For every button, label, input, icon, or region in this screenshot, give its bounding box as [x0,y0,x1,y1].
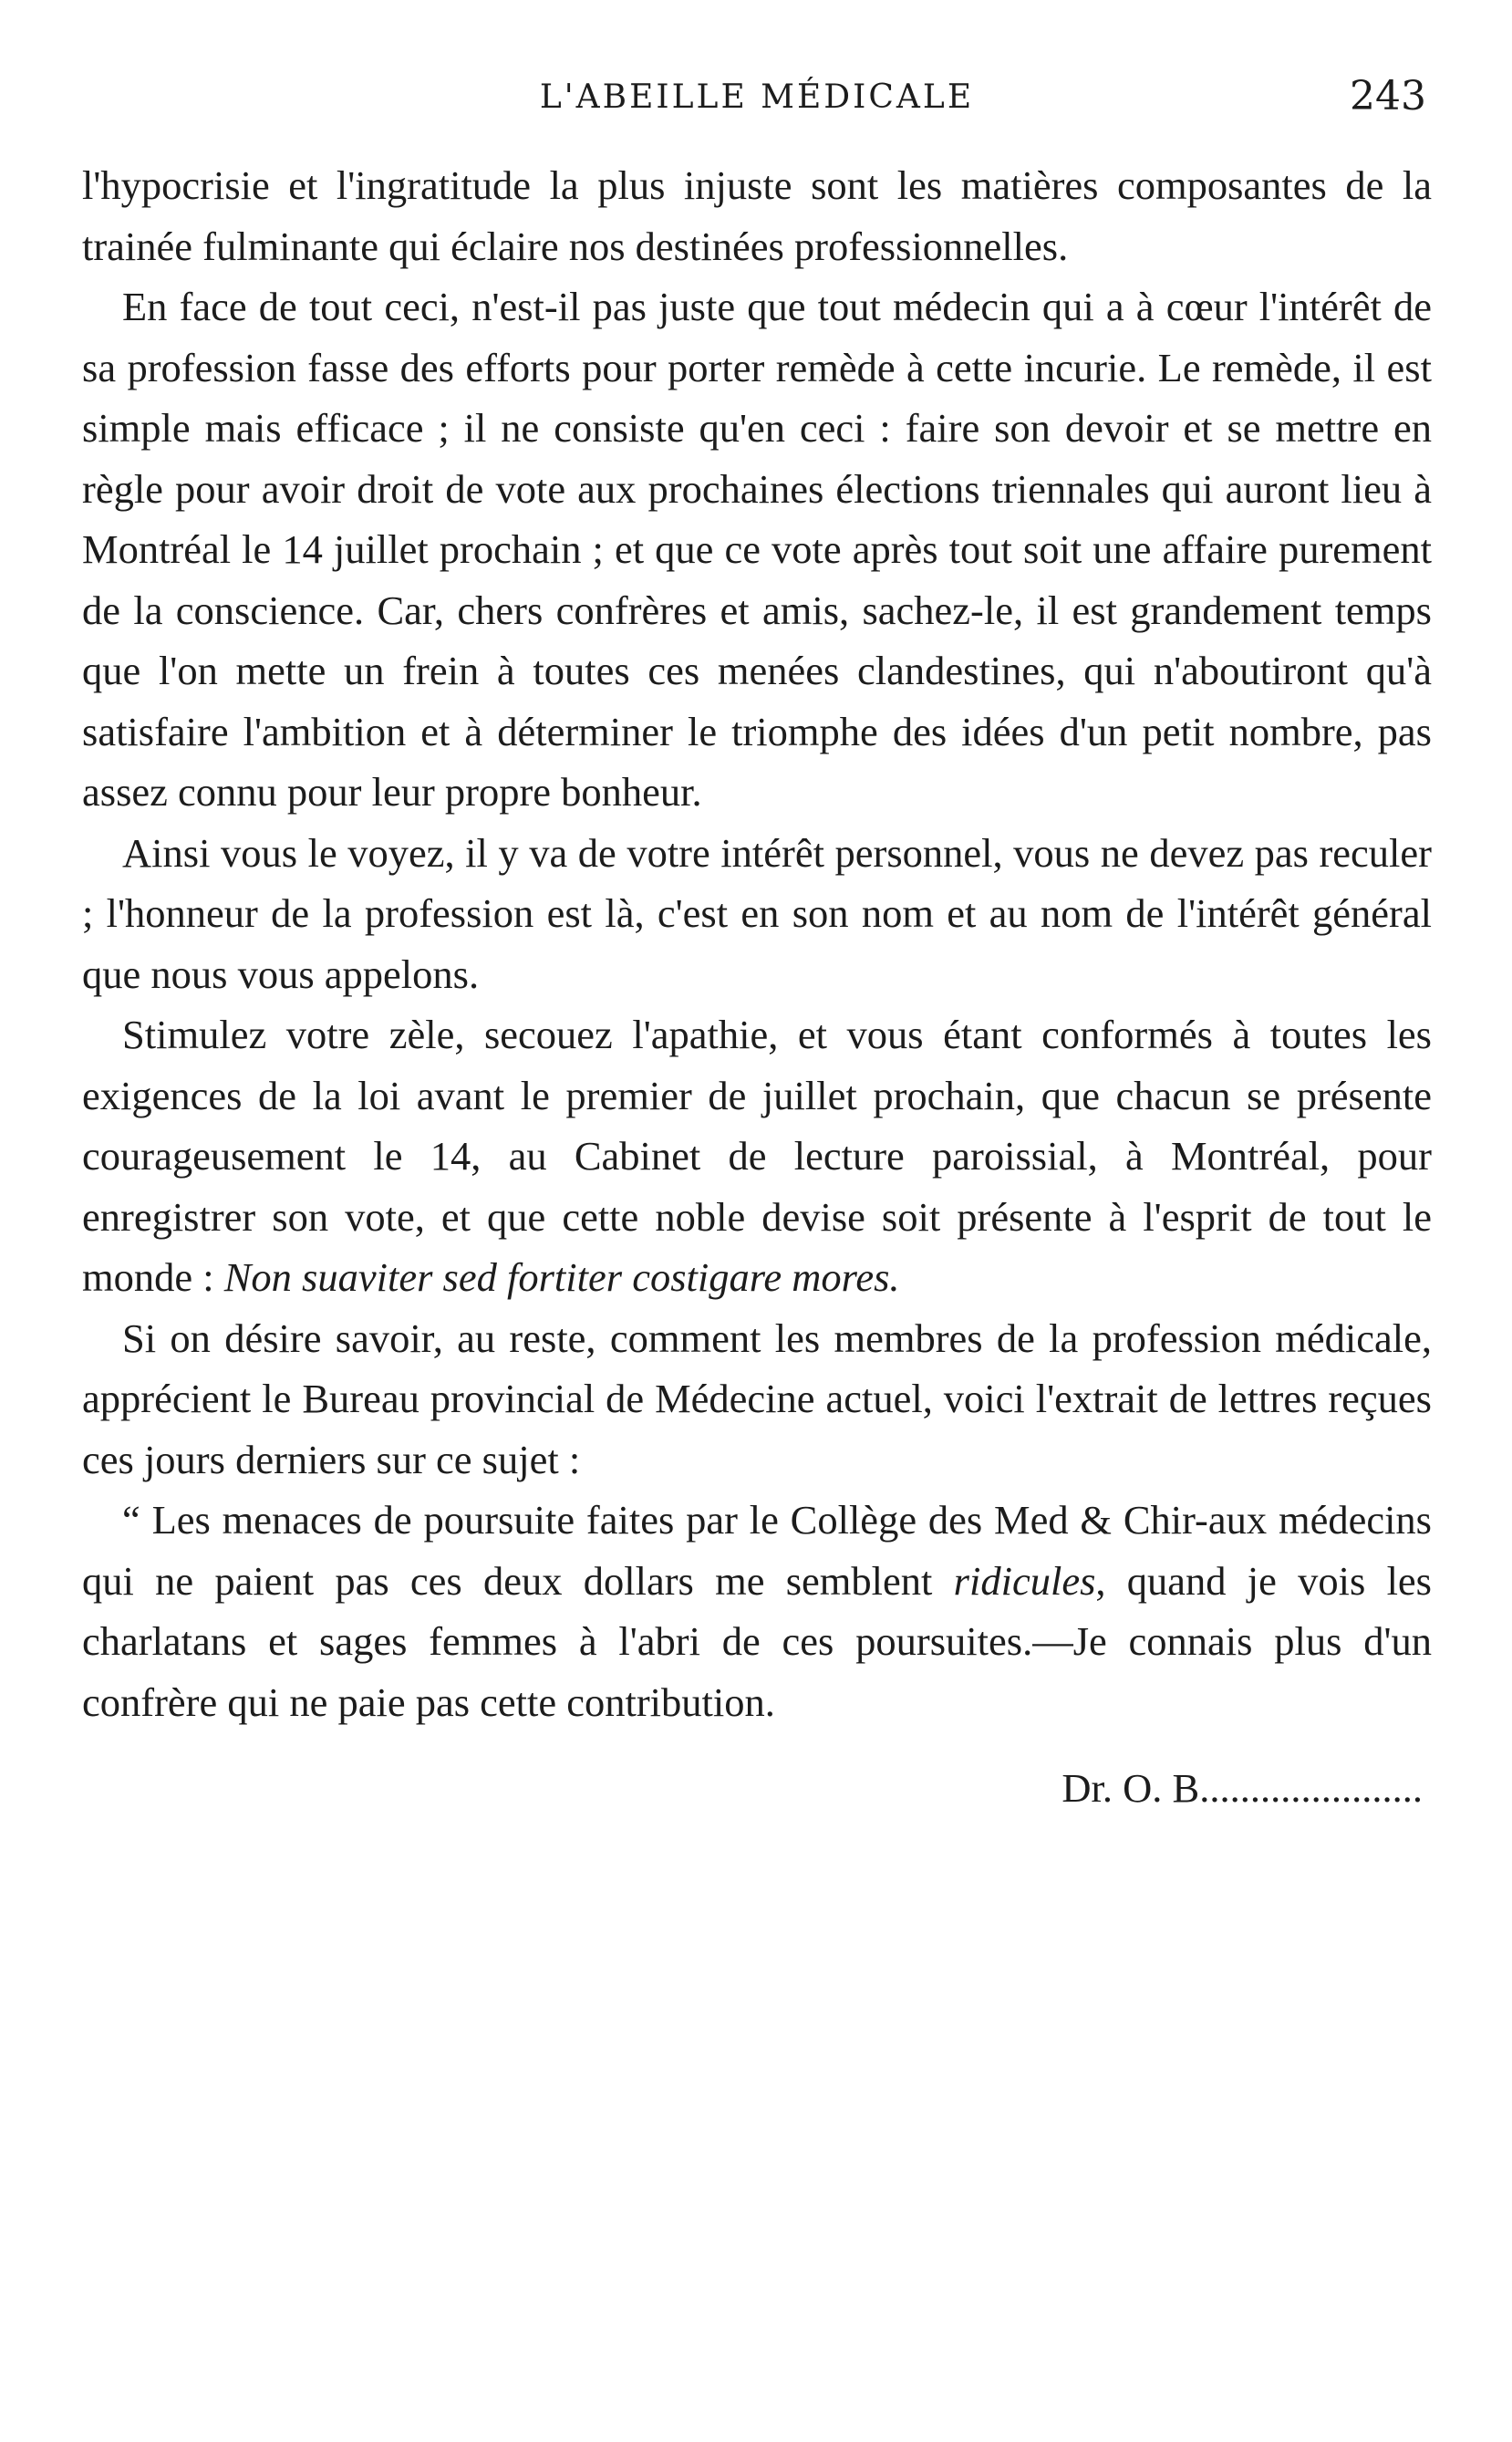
running-title: L'ABEILLE MÉDICALE [539,78,975,116]
quote-emphasis: ridicules [953,1557,1096,1604]
latin-motto: Non suaviter sed fortiter costigare mores. [223,1254,900,1300]
paragraph-text: Stimulez votre zèle, secouez l'apathie, et vous étant conformés à toutes les exigences de la loi avant le premier de juillet prochain, que chacun se présente courageusement le 14, au Cabinet de lecture paroissial, à Montréal, pour enregistrer son vote, et que cette noble devise soit présente à l'esprit de tout le monde : [82,1012,1432,1300]
article-body [82,155,1432,1732]
quoted-letter [82,1490,1432,1732]
page-header [82,64,1432,155]
signature: Dr. O. B...................... [1062,1765,1423,1811]
page-number: 243 [1350,73,1426,120]
quote-text: , quand je vois les charlatans et sages femmes à l'abri de ces poursuites.—Je connais plus d'un confrère qui ne paie pas cette contribution. [82,1557,1433,1725]
paragraph: Si on désire savoir, au reste, comment les membres de la profession médicale, apprécient le Bureau provincial de Médecine actuel, voici l'extrait de lettres reçues ces jours derniers sur ce sujet : [82,1315,1432,1482]
document-page [82,64,1432,2399]
paragraph: En face de tout ceci, n'est-il pas juste que tout médecin qui a à cœur l'intérêt de sa profession fasse des efforts pour porter remède à cette incurie. Le remède, il est simple mais efficace ; il ne consiste qu'en ceci : faire son devoir et se mettre en règle pour avoir droit de vote aux prochaines élections triennales qui auront lieu à Montréal le 14 juillet prochain ; et que ce vote après tout soit une affaire purement de la conscience. Car, chers confrères et amis, sachez-le, il est grandement temps que l'on mette un frein à toutes ces menées clandestines, qui n'aboutiront qu'à satisfaire l'ambition et à déterminer le triomphe des idées d'un petit nombre, pas assez connu pour leur propre bonheur. [82,284,1432,815]
paragraph: l'hypocrisie et l'ingratitude la plus injuste sont les matières composantes de la trainée fulminante qui éclaire nos destinées professionnelles. [82,162,1432,269]
paragraph [82,1004,1432,1308]
paragraph: Ainsi vous le voyez, il y va de votre intérêt personnel, vous ne devez pas reculer ; l'honneur de la profession est là, c'est en son nom et au nom de l'intérêt général que nous vous appelons. [82,829,1432,997]
quote-text: “ Les menaces de poursuite faites par le Collège des Med & Chir-aux médecins qui ne paient pas ces deux dollars me semblent [82,1497,1432,1604]
